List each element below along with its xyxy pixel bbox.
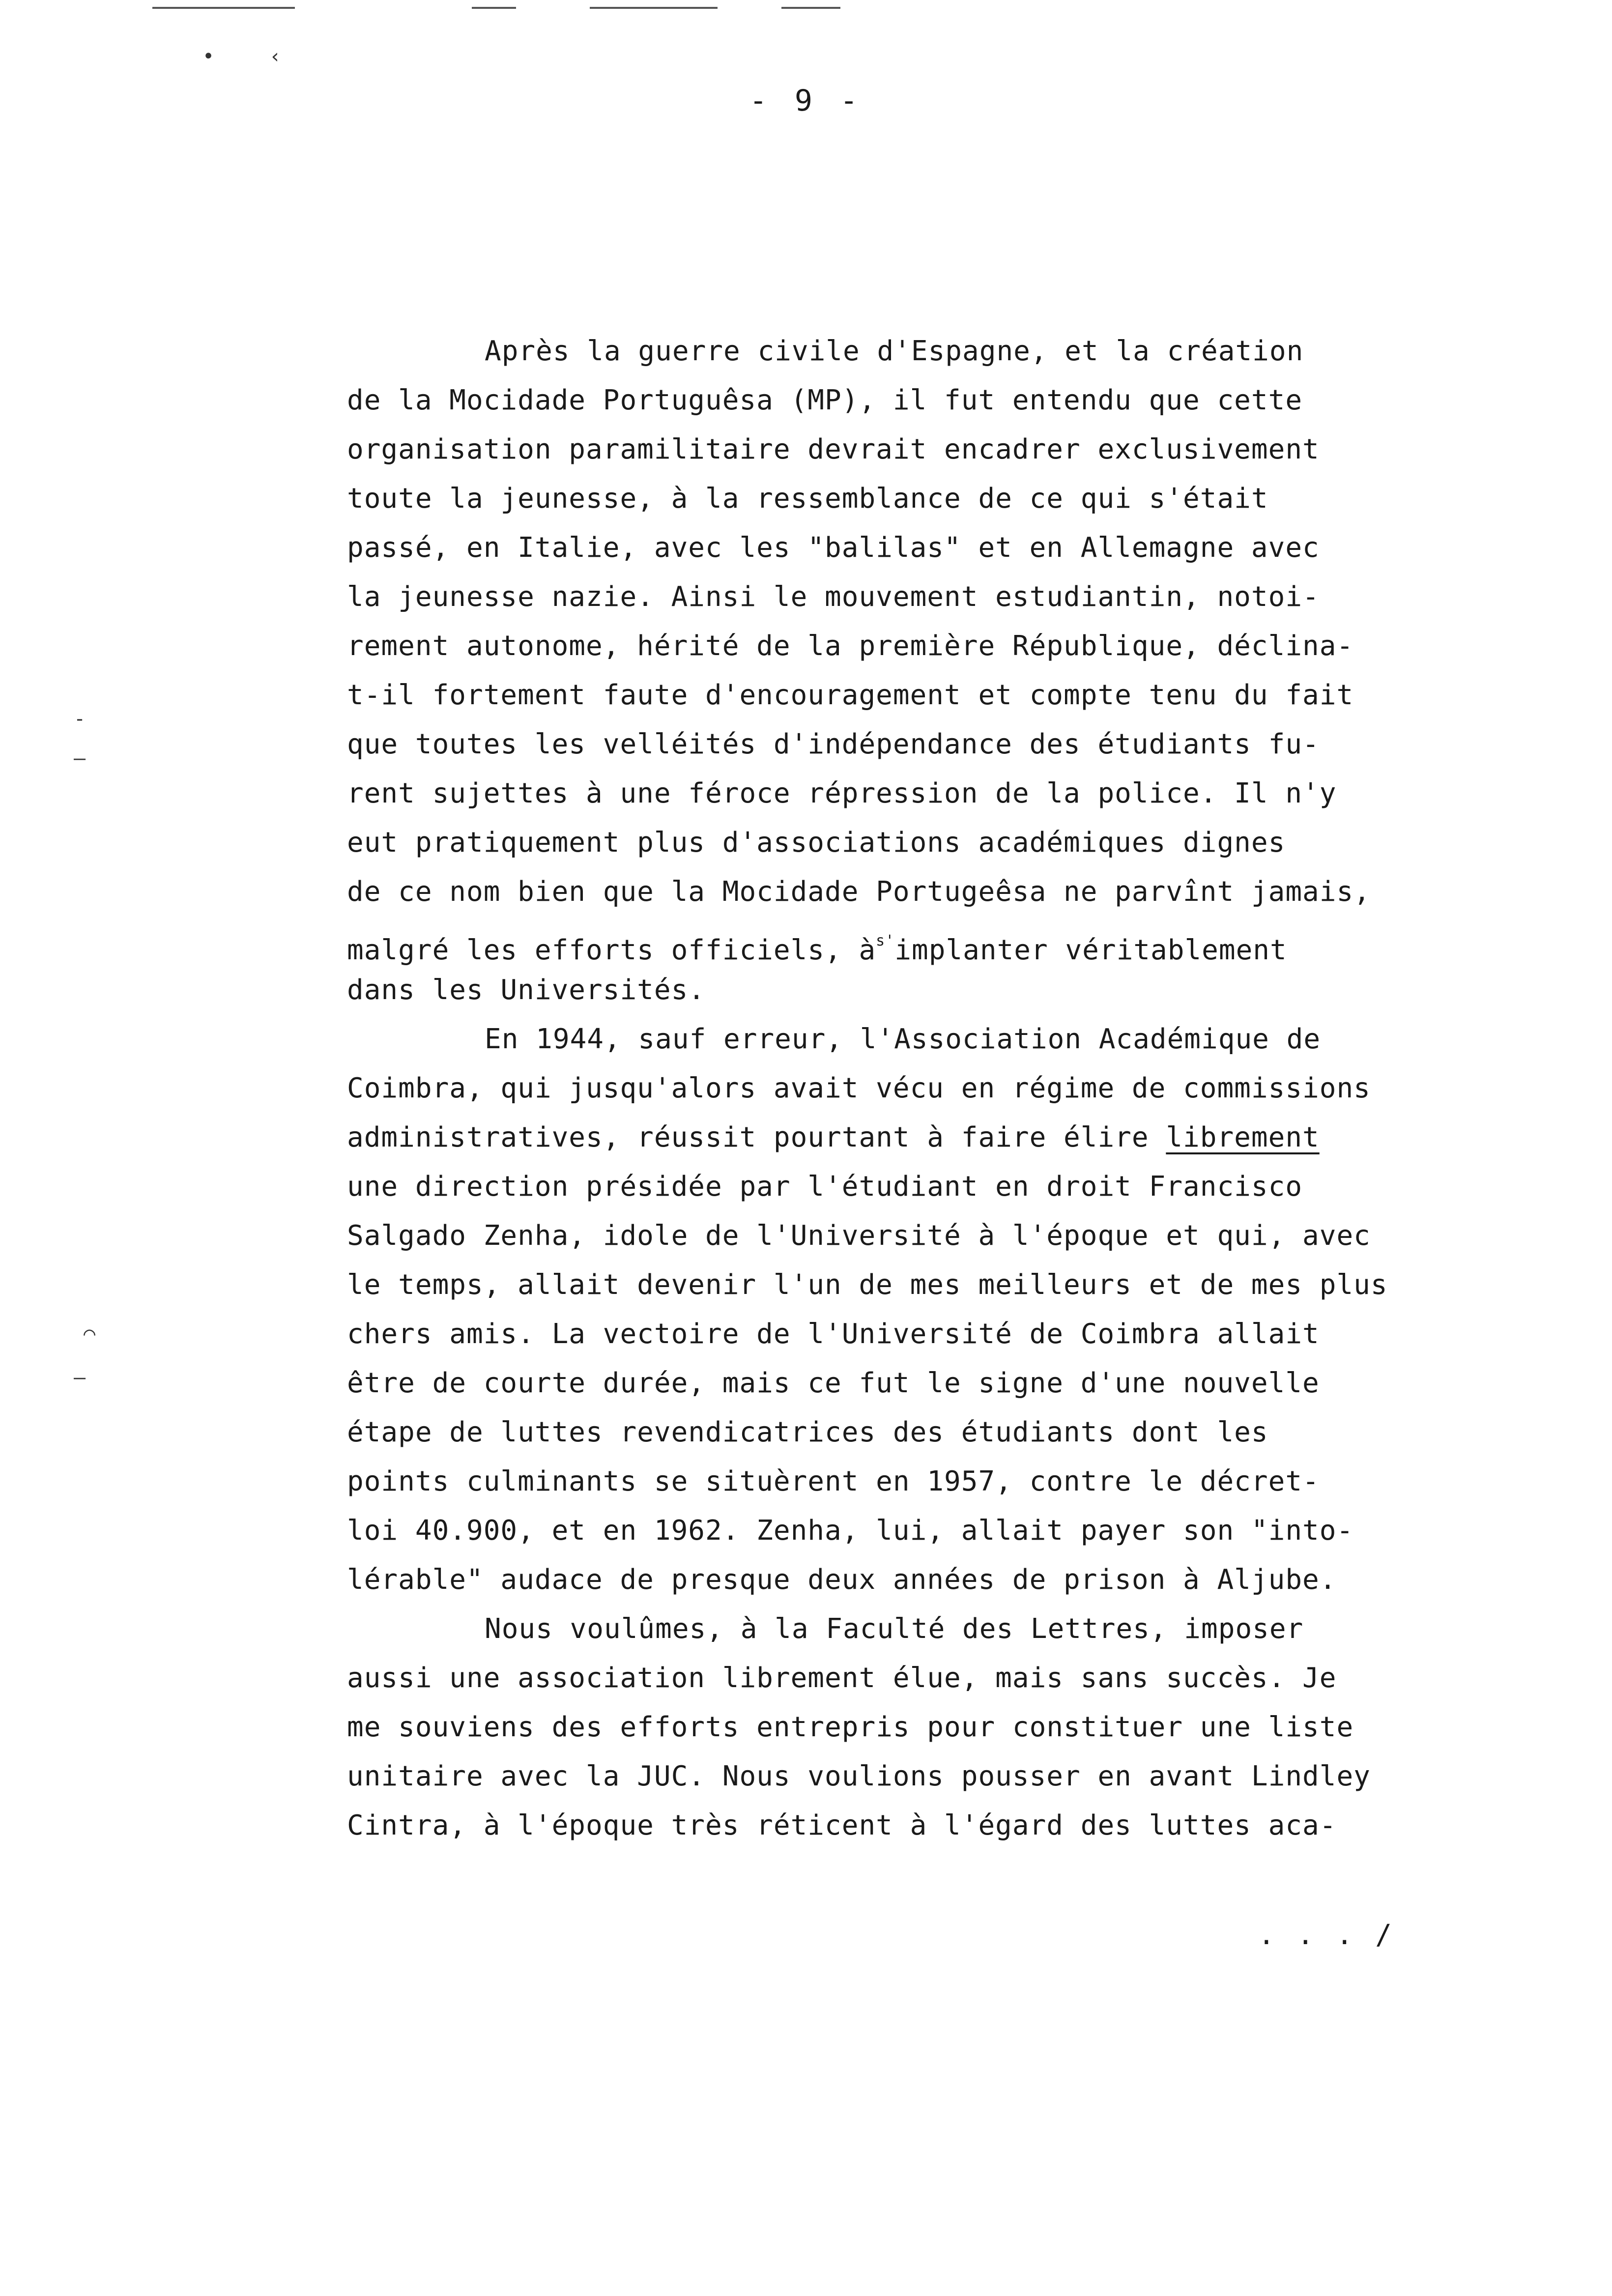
text-line: En 1944, sauf erreur, l'Association Académique de	[485, 1023, 1321, 1055]
text-line: Salgado Zenha, idole de l'Université à l'époque et qui, avec	[347, 1220, 1371, 1252]
text-line: être de courte durée, mais ce fut le signe d'une nouvelle	[347, 1367, 1320, 1399]
top-rule-2	[472, 7, 516, 9]
text-line: rent sujettes à une féroce répression de la police. Il n'y	[347, 777, 1337, 809]
text-line: Nous voulûmes, à la Faculté des Lettres, imposer	[485, 1613, 1304, 1645]
margin-mark-dash-1: ‐	[74, 708, 86, 730]
page-number: - 9 -	[749, 84, 863, 118]
text-line: chers amis. La vectoire de l'Université de Coimbra allait	[347, 1318, 1320, 1350]
text-line: toute la jeunesse, à la ressemblance de ce qui s'était	[347, 483, 1268, 515]
underlined-word: librement	[1166, 1121, 1320, 1153]
text-line: de ce nom bien que la Mocidade Portugeêsa ne parvînt jamais,	[347, 876, 1371, 908]
text-line: organisation paramilitaire devrait encadrer exclusivement	[347, 433, 1320, 465]
text-line: points culminants se situèrent en 1957, contre le décret-	[347, 1465, 1320, 1497]
text-line: rement autonome, hérité de la première République, déclina-	[347, 630, 1354, 662]
margin-mark-dot: •	[202, 45, 215, 68]
top-rule-1	[152, 7, 295, 9]
text-line: aussi une association librement élue, mais sans succès. Je	[347, 1662, 1337, 1694]
text-line: loi 40.900, et en 1962. Zenha, lui, allait payer son "into-	[347, 1515, 1354, 1547]
top-rule-4	[781, 7, 840, 9]
text-segment: administratives, réussit pourtant à faire élire	[347, 1121, 1166, 1153]
text-line: unitaire avec la JUC. Nous voulions pousser en avant Lindley	[347, 1760, 1371, 1792]
margin-mark-dash-2: —	[74, 747, 86, 770]
text-line: Après la guerre civile d'Espagne, et la création	[485, 335, 1304, 367]
text-line: passé, en Italie, avec les "balilas" et en Allemagne avec	[347, 532, 1320, 564]
continuation-mark: . . . /	[1258, 1919, 1395, 1951]
text-line: le temps, allait devenir l'un de mes meilleurs et de mes plus	[347, 1269, 1388, 1301]
text-line: dans les Universités.	[347, 974, 706, 1006]
text-line: une direction présidée par l'étudiant en droit Francisco	[347, 1171, 1303, 1203]
document-body	[347, 327, 1585, 1850]
text-segment: malgré les efforts officiels, à	[347, 934, 876, 966]
margin-mark-hook: ‹	[269, 45, 282, 68]
text-line	[347, 917, 1585, 966]
text-line	[347, 1113, 1585, 1162]
handwritten-insertion: s'	[876, 932, 895, 949]
text-line: la jeunesse nazie. Ainsi le mouvement estudiantin, notoi-	[347, 581, 1320, 613]
text-line: de la Mocidade Portuguêsa (MP), il fut entendu que cette	[347, 384, 1303, 416]
text-line: lérable" audace de presque deux années de prison à Aljube.	[347, 1564, 1337, 1596]
text-line: Coimbra, qui jusqu'alors avait vécu en régime de commissions	[347, 1072, 1371, 1104]
text-line: Cintra, à l'époque très réticent à l'égard des luttes aca-	[347, 1809, 1337, 1841]
text-line: t-il fortement faute d'encouragement et compte tenu du fait	[347, 679, 1354, 711]
margin-mark-dash-3: —	[74, 1366, 86, 1389]
text-line: que toutes les velléités d'indépendance des étudiants fu-	[347, 728, 1320, 760]
text-line: eut pratiquement plus d'associations académiques dignes	[347, 827, 1286, 859]
top-rule-3	[590, 7, 718, 9]
text-line: étape de luttes revendicatrices des étudiants dont les	[347, 1416, 1268, 1448]
text-line: me souviens des efforts entrepris pour constituer une liste	[347, 1711, 1354, 1743]
margin-mark-curve: ⌒	[84, 1322, 96, 1345]
text-segment: implanter véritablement	[894, 934, 1287, 966]
